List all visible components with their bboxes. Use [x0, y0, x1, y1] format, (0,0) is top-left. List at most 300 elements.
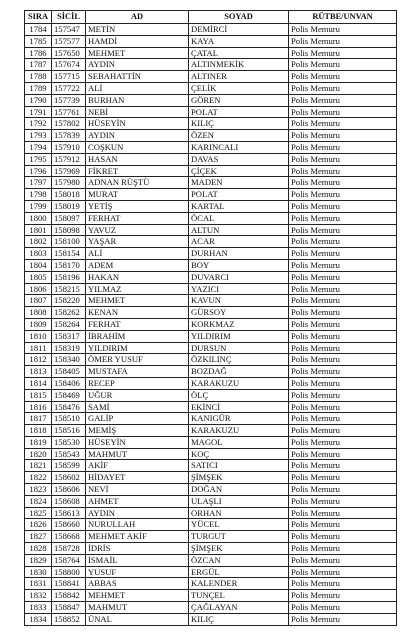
cell-sicil: 158319 — [52, 342, 86, 354]
cell-soyad: ALTINMEKİK — [189, 59, 289, 71]
table-row — [25, 566, 397, 578]
cell-sicil: 157547 — [52, 24, 86, 36]
cell-soyad: DURSUN — [189, 342, 289, 354]
cell-sira: 1825 — [25, 507, 52, 519]
cell-ad: İBRAHİM — [86, 330, 189, 342]
cell-rutbe: Polis Memuru — [289, 531, 397, 543]
table-row — [25, 543, 397, 555]
cell-sicil: 158613 — [52, 507, 86, 519]
cell-soyad: POLAT — [189, 106, 289, 118]
cell-soyad: KORKMAZ — [189, 318, 289, 330]
cell-sira: 1829 — [25, 554, 52, 566]
cell-rutbe: Polis Memuru — [289, 425, 397, 437]
cell-rutbe: Polis Memuru — [289, 307, 397, 319]
cell-sira: 1802 — [25, 236, 52, 248]
cell-ad: METİN — [86, 24, 189, 36]
cell-rutbe: Polis Memuru — [289, 283, 397, 295]
cell-rutbe: Polis Memuru — [289, 602, 397, 614]
cell-rutbe: Polis Memuru — [289, 165, 397, 177]
cell-ad: AYDIN — [86, 130, 189, 142]
cell-sicil: 158170 — [52, 259, 86, 271]
cell-sicil: 158842 — [52, 590, 86, 602]
cell-sicil: 158602 — [52, 472, 86, 484]
cell-sicil: 158262 — [52, 307, 86, 319]
cell-soyad: ÖLÇ — [189, 389, 289, 401]
cell-soyad: DAVAS — [189, 153, 289, 165]
table-row — [25, 153, 397, 165]
cell-soyad: KILIÇ — [189, 613, 289, 625]
cell-sicil: 157577 — [52, 35, 86, 47]
cell-soyad: DUVARCI — [189, 271, 289, 283]
cell-sira: 1830 — [25, 566, 52, 578]
cell-sira: 1831 — [25, 578, 52, 590]
table-row — [25, 578, 397, 590]
cell-sira: 1809 — [25, 318, 52, 330]
cell-rutbe: Polis Memuru — [289, 106, 397, 118]
table-row — [25, 200, 397, 212]
cell-sira: 1797 — [25, 177, 52, 189]
cell-soyad: ÇAĞLAYAN — [189, 602, 289, 614]
cell-rutbe: Polis Memuru — [289, 318, 397, 330]
cell-rutbe: Polis Memuru — [289, 271, 397, 283]
table-row — [25, 413, 397, 425]
cell-ad: YILDIRIM — [86, 342, 189, 354]
cell-soyad: ÇATAL — [189, 47, 289, 59]
table-row — [25, 377, 397, 389]
cell-sicil: 157650 — [52, 47, 86, 59]
cell-sicil: 158847 — [52, 602, 86, 614]
table-row — [25, 236, 397, 248]
cell-rutbe: Polis Memuru — [289, 35, 397, 47]
cell-ad: GALİP — [86, 413, 189, 425]
header-ad: AD — [86, 11, 189, 24]
cell-sicil: 158599 — [52, 460, 86, 472]
cell-rutbe: Polis Memuru — [289, 389, 397, 401]
table-header-row — [25, 11, 397, 24]
table-row — [25, 602, 397, 614]
table-row — [25, 318, 397, 330]
cell-soyad: BOY — [189, 259, 289, 271]
cell-ad: UĞUR — [86, 389, 189, 401]
cell-rutbe: Polis Memuru — [289, 82, 397, 94]
cell-ad: AKİF — [86, 460, 189, 472]
cell-rutbe: Polis Memuru — [289, 448, 397, 460]
table-row — [25, 389, 397, 401]
cell-ad: MEHMET AKİF — [86, 531, 189, 543]
cell-sira: 1822 — [25, 472, 52, 484]
cell-ad: MEMİŞ — [86, 425, 189, 437]
table-row — [25, 425, 397, 437]
cell-soyad: ALTUN — [189, 224, 289, 236]
cell-sira: 1799 — [25, 200, 52, 212]
cell-sira: 1816 — [25, 401, 52, 413]
cell-sira: 1795 — [25, 153, 52, 165]
cell-rutbe: Polis Memuru — [289, 47, 397, 59]
cell-rutbe: Polis Memuru — [289, 236, 397, 248]
cell-soyad: SATICI — [189, 460, 289, 472]
cell-sira: 1789 — [25, 82, 52, 94]
cell-rutbe: Polis Memuru — [289, 259, 397, 271]
table-row — [25, 554, 397, 566]
table-row — [25, 130, 397, 142]
cell-rutbe: Polis Memuru — [289, 519, 397, 531]
cell-rutbe: Polis Memuru — [289, 377, 397, 389]
cell-soyad: ULAŞLI — [189, 495, 289, 507]
cell-sira: 1815 — [25, 389, 52, 401]
cell-ad: YAVUZ — [86, 224, 189, 236]
cell-ad: ABBAS — [86, 578, 189, 590]
cell-soyad: ŞİMŞEK — [189, 543, 289, 555]
cell-ad: YUSUF — [86, 566, 189, 578]
cell-rutbe: Polis Memuru — [289, 59, 397, 71]
table-row — [25, 71, 397, 83]
table-row — [25, 519, 397, 531]
cell-ad: YETİŞ — [86, 200, 189, 212]
cell-sicil: 158660 — [52, 519, 86, 531]
cell-rutbe: Polis Memuru — [289, 507, 397, 519]
cell-soyad: MAGOL — [189, 436, 289, 448]
cell-soyad: ÖCAL — [189, 212, 289, 224]
cell-rutbe: Polis Memuru — [289, 613, 397, 625]
cell-soyad: ÇİÇEK — [189, 165, 289, 177]
cell-soyad: ÖZKILINÇ — [189, 354, 289, 366]
cell-sicil: 158530 — [52, 436, 86, 448]
cell-soyad: KOÇ — [189, 448, 289, 460]
cell-ad: KENAN — [86, 307, 189, 319]
cell-sira: 1812 — [25, 354, 52, 366]
cell-ad: ALİ — [86, 248, 189, 260]
cell-sicil: 158220 — [52, 295, 86, 307]
cell-sira: 1790 — [25, 94, 52, 106]
cell-rutbe: Polis Memuru — [289, 354, 397, 366]
table-row — [25, 224, 397, 236]
cell-rutbe: Polis Memuru — [289, 130, 397, 142]
cell-rutbe: Polis Memuru — [289, 436, 397, 448]
cell-ad: RECEP — [86, 377, 189, 389]
table-row — [25, 259, 397, 271]
table-row — [25, 613, 397, 625]
cell-sira: 1811 — [25, 342, 52, 354]
cell-sicil: 158405 — [52, 366, 86, 378]
cell-sira: 1806 — [25, 283, 52, 295]
cell-rutbe: Polis Memuru — [289, 484, 397, 496]
cell-sicil: 158215 — [52, 283, 86, 295]
cell-sicil: 157910 — [52, 141, 86, 153]
cell-soyad: TURGUT — [189, 531, 289, 543]
cell-ad: MEHMET — [86, 295, 189, 307]
cell-ad: NURULLAH — [86, 519, 189, 531]
cell-sira: 1804 — [25, 259, 52, 271]
cell-rutbe: Polis Memuru — [289, 495, 397, 507]
cell-soyad: BOZDAĞ — [189, 366, 289, 378]
cell-sira: 1834 — [25, 613, 52, 625]
cell-rutbe: Polis Memuru — [289, 212, 397, 224]
cell-ad: MUSTAFA — [86, 366, 189, 378]
cell-ad: BURHAN — [86, 94, 189, 106]
table-row — [25, 94, 397, 106]
table-row — [25, 472, 397, 484]
cell-rutbe: Polis Memuru — [289, 413, 397, 425]
table-row — [25, 448, 397, 460]
cell-sira: 1817 — [25, 413, 52, 425]
cell-soyad: ÖZCAN — [189, 554, 289, 566]
cell-sira: 1801 — [25, 224, 52, 236]
cell-ad: FERHAT — [86, 212, 189, 224]
cell-sicil: 158469 — [52, 389, 86, 401]
cell-soyad: ÖZEN — [189, 130, 289, 142]
cell-soyad: POLAT — [189, 189, 289, 201]
cell-sira: 1800 — [25, 212, 52, 224]
cell-sicil: 158516 — [52, 425, 86, 437]
cell-sicil: 157980 — [52, 177, 86, 189]
cell-sira: 1832 — [25, 590, 52, 602]
cell-soyad: YILDIRIM — [189, 330, 289, 342]
cell-sicil: 158097 — [52, 212, 86, 224]
cell-rutbe: Polis Memuru — [289, 578, 397, 590]
cell-sira: 1823 — [25, 484, 52, 496]
table-row — [25, 82, 397, 94]
cell-sira: 1805 — [25, 271, 52, 283]
cell-ad: AYDIN — [86, 507, 189, 519]
cell-soyad: KALENDER — [189, 578, 289, 590]
cell-rutbe: Polis Memuru — [289, 141, 397, 153]
cell-sira: 1787 — [25, 59, 52, 71]
document-page — [24, 10, 396, 626]
cell-ad: İDRİS — [86, 543, 189, 555]
cell-sicil: 157969 — [52, 165, 86, 177]
cell-sira: 1807 — [25, 295, 52, 307]
cell-soyad: ALTINER — [189, 71, 289, 83]
cell-soyad: GÜRSOY — [189, 307, 289, 319]
cell-ad: MEHMET — [86, 590, 189, 602]
cell-sira: 1784 — [25, 24, 52, 36]
cell-ad: HASAN — [86, 153, 189, 165]
header-sira: SIRA — [25, 11, 52, 24]
cell-soyad: ORHAN — [189, 507, 289, 519]
table-row — [25, 330, 397, 342]
cell-sicil: 157715 — [52, 71, 86, 83]
table-row — [25, 495, 397, 507]
cell-sicil: 158608 — [52, 495, 86, 507]
cell-rutbe: Polis Memuru — [289, 153, 397, 165]
cell-ad: MAHMUT — [86, 602, 189, 614]
cell-ad: ÖMER YUSUF — [86, 354, 189, 366]
table-row — [25, 35, 397, 47]
cell-soyad: EKİNCİ — [189, 401, 289, 413]
table-row — [25, 460, 397, 472]
cell-ad: FERHAT — [86, 318, 189, 330]
cell-soyad: KARAKUZU — [189, 377, 289, 389]
cell-ad: HÜSEYİN — [86, 436, 189, 448]
table-row — [25, 507, 397, 519]
cell-sira: 1803 — [25, 248, 52, 260]
cell-soyad: YAZICI — [189, 283, 289, 295]
cell-ad: HAMDİ — [86, 35, 189, 47]
cell-soyad: KAVUN — [189, 295, 289, 307]
cell-soyad: MADEN — [189, 177, 289, 189]
cell-sicil: 158154 — [52, 248, 86, 260]
cell-sicil: 157722 — [52, 82, 86, 94]
table-row — [25, 271, 397, 283]
cell-rutbe: Polis Memuru — [289, 118, 397, 130]
table-row — [25, 283, 397, 295]
cell-sira: 1796 — [25, 165, 52, 177]
cell-sira: 1828 — [25, 543, 52, 555]
table-row — [25, 212, 397, 224]
cell-sicil: 157761 — [52, 106, 86, 118]
cell-rutbe: Polis Memuru — [289, 200, 397, 212]
cell-ad: HİDAYET — [86, 472, 189, 484]
cell-ad: HAKAN — [86, 271, 189, 283]
cell-sira: 1833 — [25, 602, 52, 614]
cell-sicil: 158841 — [52, 578, 86, 590]
cell-soyad: ÇELİK — [189, 82, 289, 94]
cell-soyad: DEMİRCİ — [189, 24, 289, 36]
cell-sicil: 158098 — [52, 224, 86, 236]
cell-sira: 1827 — [25, 531, 52, 543]
cell-sira: 1785 — [25, 35, 52, 47]
cell-sira: 1814 — [25, 377, 52, 389]
cell-sira: 1794 — [25, 141, 52, 153]
table-row — [25, 354, 397, 366]
cell-sicil: 158476 — [52, 401, 86, 413]
cell-sicil: 157839 — [52, 130, 86, 142]
cell-ad: MAHMUT — [86, 448, 189, 460]
cell-soyad: DOĞAN — [189, 484, 289, 496]
cell-sicil: 158264 — [52, 318, 86, 330]
cell-sira: 1824 — [25, 495, 52, 507]
cell-ad: SAMİ — [86, 401, 189, 413]
cell-rutbe: Polis Memuru — [289, 24, 397, 36]
table-row — [25, 141, 397, 153]
cell-rutbe: Polis Memuru — [289, 460, 397, 472]
cell-soyad: YÜCEL — [189, 519, 289, 531]
cell-rutbe: Polis Memuru — [289, 295, 397, 307]
table-body — [25, 24, 397, 626]
cell-sicil: 157802 — [52, 118, 86, 130]
cell-rutbe: Polis Memuru — [289, 248, 397, 260]
cell-soyad: KARTAL — [189, 200, 289, 212]
cell-ad: AYDIN — [86, 59, 189, 71]
cell-sira: 1792 — [25, 118, 52, 130]
cell-rutbe: Polis Memuru — [289, 401, 397, 413]
cell-sicil: 158543 — [52, 448, 86, 460]
cell-sira: 1798 — [25, 189, 52, 201]
cell-soyad: GÖREN — [189, 94, 289, 106]
cell-rutbe: Polis Memuru — [289, 566, 397, 578]
cell-rutbe: Polis Memuru — [289, 71, 397, 83]
cell-rutbe: Polis Memuru — [289, 366, 397, 378]
table-row — [25, 484, 397, 496]
cell-rutbe: Polis Memuru — [289, 189, 397, 201]
cell-sira: 1808 — [25, 307, 52, 319]
table-row — [25, 47, 397, 59]
cell-sira: 1793 — [25, 130, 52, 142]
cell-sicil: 157674 — [52, 59, 86, 71]
cell-soyad: ŞİMŞEK — [189, 472, 289, 484]
table-row — [25, 531, 397, 543]
cell-sicil: 158406 — [52, 377, 86, 389]
cell-rutbe: Polis Memuru — [289, 224, 397, 236]
cell-sicil: 158018 — [52, 189, 86, 201]
cell-ad: NEVİ — [86, 484, 189, 496]
cell-sicil: 158728 — [52, 543, 86, 555]
cell-sira: 1821 — [25, 460, 52, 472]
table-row — [25, 189, 397, 201]
table-row — [25, 248, 397, 260]
cell-sira: 1818 — [25, 425, 52, 437]
cell-ad: AHMET — [86, 495, 189, 507]
cell-sicil: 158668 — [52, 531, 86, 543]
header-sicil: SİCİL — [52, 11, 86, 24]
cell-sira: 1791 — [25, 106, 52, 118]
cell-rutbe: Polis Memuru — [289, 330, 397, 342]
table-row — [25, 366, 397, 378]
table-row — [25, 295, 397, 307]
cell-ad: MURAT — [86, 189, 189, 201]
table-row — [25, 436, 397, 448]
cell-ad: YILMAZ — [86, 283, 189, 295]
cell-ad: İSMAİL — [86, 554, 189, 566]
cell-rutbe: Polis Memuru — [289, 590, 397, 602]
cell-sicil: 158510 — [52, 413, 86, 425]
table-row — [25, 118, 397, 130]
table-row — [25, 177, 397, 189]
cell-ad: ÜNAL — [86, 613, 189, 625]
cell-sicil: 158317 — [52, 330, 86, 342]
cell-sicil: 158852 — [52, 613, 86, 625]
cell-sicil: 157739 — [52, 94, 86, 106]
cell-rutbe: Polis Memuru — [289, 94, 397, 106]
cell-ad: YAŞAR — [86, 236, 189, 248]
header-rutbe: RÜTBE/UNVAN — [289, 11, 397, 24]
cell-soyad: TUNÇEL — [189, 590, 289, 602]
cell-sira: 1813 — [25, 366, 52, 378]
cell-ad: MEHMET — [86, 47, 189, 59]
cell-ad: NEBİ — [86, 106, 189, 118]
cell-soyad: KANIGÜR — [189, 413, 289, 425]
table-row — [25, 307, 397, 319]
cell-rutbe: Polis Memuru — [289, 554, 397, 566]
personnel-table — [24, 10, 397, 626]
cell-sira: 1820 — [25, 448, 52, 460]
cell-sira: 1788 — [25, 71, 52, 83]
table-row — [25, 590, 397, 602]
cell-soyad: DURHAN — [189, 248, 289, 260]
cell-ad: COŞKUN — [86, 141, 189, 153]
cell-soyad: KARAKUZU — [189, 425, 289, 437]
cell-sira: 1810 — [25, 330, 52, 342]
cell-sicil: 158606 — [52, 484, 86, 496]
cell-sicil: 157912 — [52, 153, 86, 165]
cell-ad: HÜSEYİN — [86, 118, 189, 130]
table-row — [25, 106, 397, 118]
cell-sicil: 158019 — [52, 200, 86, 212]
table-row — [25, 24, 397, 36]
cell-rutbe: Polis Memuru — [289, 342, 397, 354]
table-row — [25, 165, 397, 177]
cell-ad: SEBAHATTİN — [86, 71, 189, 83]
cell-soyad: KILIÇ — [189, 118, 289, 130]
cell-sicil: 158764 — [52, 554, 86, 566]
cell-soyad: KAYA — [189, 35, 289, 47]
cell-soyad: ACAR — [189, 236, 289, 248]
cell-rutbe: Polis Memuru — [289, 472, 397, 484]
table-row — [25, 59, 397, 71]
cell-ad: ALİ — [86, 82, 189, 94]
cell-rutbe: Polis Memuru — [289, 177, 397, 189]
cell-ad: FİKRET — [86, 165, 189, 177]
